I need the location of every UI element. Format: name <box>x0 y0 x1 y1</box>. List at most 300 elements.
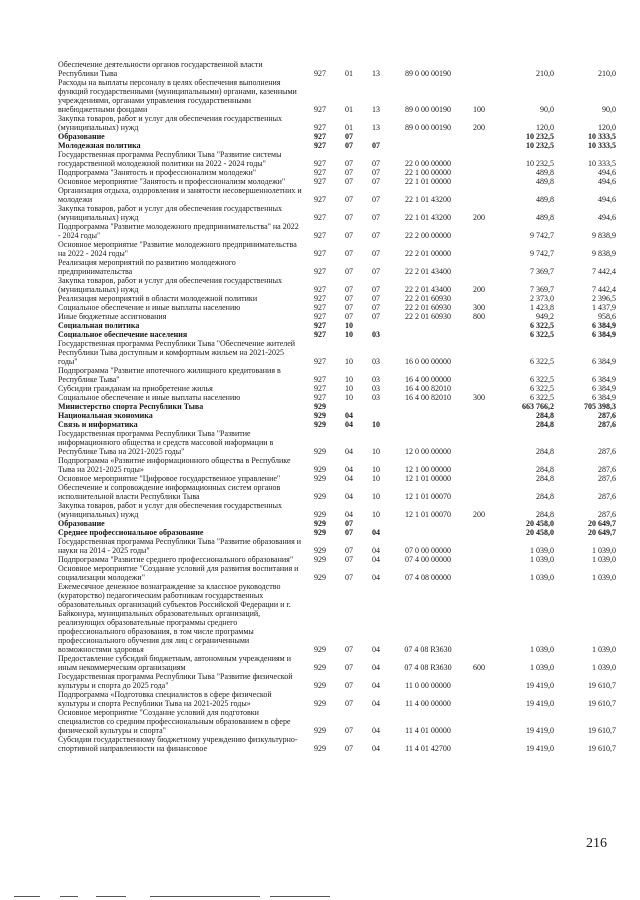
row-ved-code: 929 <box>314 573 326 582</box>
row-ved-code: 929 <box>314 411 326 420</box>
row-amount-2: 6 384,9 <box>592 321 616 330</box>
row-section-code: 04 <box>345 465 353 474</box>
row-amount-2: 494,6 <box>598 213 616 222</box>
row-amount-1: 20 458,0 <box>526 528 554 537</box>
row-amount-1: 90,0 <box>540 105 554 114</box>
row-subsection-code <box>361 411 391 420</box>
row-expense-type <box>465 564 493 582</box>
row-name: Обеспечение деятельности органов государственной власти Республики Тыва <box>58 60 263 78</box>
row-amount-2: 287,6 <box>598 411 616 420</box>
row-subsection-code: 10 <box>372 420 380 429</box>
row-section-code: 04 <box>345 492 353 501</box>
row-subsection-code: 07 <box>372 213 380 222</box>
row-target-article: 11 4 01 00000 <box>405 726 451 735</box>
row-ved-code: 929 <box>314 726 326 735</box>
row-target-article: 22 2 01 00000 <box>405 249 451 258</box>
row-section-code: 01 <box>345 105 353 114</box>
row-amount-1: 9 742,7 <box>530 231 554 240</box>
row-ved-code: 929 <box>314 492 326 501</box>
row-amount-1: 7 369,7 <box>530 267 554 276</box>
row-ved-code: 927 <box>314 168 326 177</box>
row-target-article <box>391 519 465 528</box>
row-ved-code: 929 <box>314 447 326 456</box>
row-subsection-code: 04 <box>372 546 380 555</box>
row-name: Закупка товаров, работ и услуг для обеспечения государственных (муниципальных) нужд <box>58 204 283 222</box>
row-expense-type <box>465 474 493 483</box>
row-amount-1: 10 232,5 <box>526 141 554 150</box>
row-name: Национальная экономика <box>58 411 153 420</box>
row-expense-type <box>465 339 493 366</box>
row-name: Государственная программа Республики Тыва "Развитие образования и науки на 2014 - 2025 годы" <box>58 537 302 555</box>
table-row <box>57 204 617 222</box>
table-row <box>57 321 617 330</box>
row-target-article: 22 1 01 43200 <box>405 195 451 204</box>
row-name: Социальная политика <box>58 321 140 330</box>
row-amount-2: 705 398,3 <box>584 402 616 411</box>
row-amount-1: 2 373,0 <box>530 294 554 303</box>
row-ved-code: 927 <box>314 105 326 114</box>
row-expense-type: 200 <box>473 510 485 519</box>
row-amount-2: 19 610,7 <box>588 744 616 753</box>
row-section-code: 07 <box>345 546 353 555</box>
row-section-code: 01 <box>345 123 353 132</box>
row-section-code: 10 <box>345 357 353 366</box>
table-row <box>57 501 617 519</box>
row-target-article: 22 2 01 43400 <box>405 285 451 294</box>
row-target-article: 22 2 01 43400 <box>405 267 451 276</box>
row-ved-code: 929 <box>314 402 326 411</box>
row-amount-1: 9 742,7 <box>530 249 554 258</box>
row-amount-2: 120,0 <box>598 123 616 132</box>
row-amount-2: 6 384,9 <box>592 384 616 393</box>
row-ved-code: 929 <box>314 645 326 654</box>
row-amount-2: 287,6 <box>598 447 616 456</box>
row-target-article <box>391 330 465 339</box>
row-target-article: 11 4 01 42700 <box>405 744 451 753</box>
row-subsection-code: 07 <box>372 195 380 204</box>
row-target-article: 07 4 08 R3630 <box>404 645 452 654</box>
row-expense-type <box>465 168 493 177</box>
row-subsection-code: 04 <box>372 528 380 537</box>
row-target-article: 22 1 01 00000 <box>405 177 451 186</box>
row-amount-1: 1 039,0 <box>530 546 554 555</box>
row-subsection-code: 10 <box>372 492 380 501</box>
row-subsection-code <box>361 321 391 330</box>
row-subsection-code: 13 <box>372 105 380 114</box>
row-target-article: 22 2 01 60930 <box>405 303 451 312</box>
row-name: Социальное обеспечение населения <box>58 330 188 339</box>
table-row <box>57 708 617 735</box>
row-name: Государственная программа Республики Тыва "Обеспечение жителей Республики Тыва доступным и комфортным жильем на 2021-2025 годы" <box>58 339 296 366</box>
row-expense-type <box>465 150 493 168</box>
row-ved-code: 929 <box>314 474 326 483</box>
row-expense-type <box>465 321 493 330</box>
row-target-article <box>391 411 465 420</box>
row-amount-2: 494,6 <box>598 168 616 177</box>
row-subsection-code: 10 <box>372 510 380 519</box>
row-amount-1: 489,8 <box>536 168 554 177</box>
row-section-code: 07 <box>345 285 353 294</box>
table-body <box>57 60 617 753</box>
row-target-article: 16 0 00 00000 <box>405 357 451 366</box>
row-subsection-code: 03 <box>372 375 380 384</box>
row-ved-code: 927 <box>314 357 326 366</box>
table-row <box>57 366 617 384</box>
row-amount-2: 6 384,9 <box>592 357 616 366</box>
row-expense-type <box>465 456 493 474</box>
row-subsection-code <box>361 132 391 141</box>
row-expense-type <box>465 177 493 186</box>
row-name: Основное мероприятие "Создание условий для развития воспитания и социализации молодежи" <box>58 564 299 582</box>
row-ved-code: 927 <box>314 213 326 222</box>
row-ved-code: 927 <box>314 69 326 78</box>
row-target-article <box>391 132 465 141</box>
row-section-code: 04 <box>345 510 353 519</box>
row-expense-type <box>465 330 493 339</box>
row-section-code: 07 <box>345 699 353 708</box>
row-section-code: 07 <box>345 231 353 240</box>
row-subsection-code: 07 <box>372 231 380 240</box>
row-amount-2: 1 039,0 <box>592 663 616 672</box>
row-ved-code: 929 <box>314 555 326 564</box>
row-ved-code: 927 <box>314 285 326 294</box>
row-subsection-code: 03 <box>372 384 380 393</box>
row-amount-2: 287,6 <box>598 474 616 483</box>
row-amount-2: 1 039,0 <box>592 573 616 582</box>
row-name: Образование <box>58 519 105 528</box>
row-subsection-code: 04 <box>372 555 380 564</box>
row-expense-type <box>465 240 493 258</box>
table-row <box>57 402 617 411</box>
row-expense-type <box>465 294 493 303</box>
row-expense-type <box>465 483 493 501</box>
scan-edge-artifact <box>0 893 640 900</box>
row-target-article: 12 0 00 00000 <box>405 447 451 456</box>
row-ved-code: 929 <box>314 519 326 528</box>
row-section-code: 07 <box>345 519 353 528</box>
row-section-code: 07 <box>345 726 353 735</box>
row-expense-type: 200 <box>473 285 485 294</box>
row-name: Подпрограмма «Развитие информационного общества в Республике Тыва на 2021-2025 годы» <box>58 456 291 474</box>
row-amount-2: 90,0 <box>602 105 616 114</box>
row-subsection-code: 03 <box>372 357 380 366</box>
row-name: Молодежная политика <box>58 141 141 150</box>
row-amount-2: 7 442,4 <box>592 285 616 294</box>
row-target-article: 07 4 08 R3630 <box>404 663 452 672</box>
row-target-article: 22 0 00 00000 <box>405 159 451 168</box>
row-name: Подпрограмма "Развитие ипотечного жилищного кредитования в Республике Тыва" <box>58 366 281 384</box>
row-name: Субсидии гражданам на приобретение жилья <box>58 384 213 393</box>
row-target-article: 22 2 01 60930 <box>405 312 451 321</box>
row-target-article <box>391 141 465 150</box>
row-section-code: 07 <box>345 195 353 204</box>
row-name: Образование <box>58 132 105 141</box>
row-section-code: 07 <box>345 303 353 312</box>
row-ved-code: 927 <box>314 141 326 150</box>
row-amount-2: 19 610,7 <box>588 681 616 690</box>
row-amount-2: 20 649,7 <box>588 528 616 537</box>
table-row <box>57 141 617 150</box>
row-name: Закупка товаров, работ и услуг для обеспечения государственных (муниципальных) нужд <box>58 276 283 294</box>
table-row <box>57 555 617 564</box>
row-amount-1: 489,8 <box>536 195 554 204</box>
row-ved-code: 929 <box>314 699 326 708</box>
row-amount-2: 6 384,9 <box>592 393 616 402</box>
row-subsection-code: 10 <box>372 474 380 483</box>
row-ved-code: 929 <box>314 420 326 429</box>
row-expense-type <box>465 537 493 555</box>
row-expense-type: 800 <box>473 312 485 321</box>
row-name: Подпрограмма "Развитие среднего профессионального образования" <box>58 555 294 564</box>
row-amount-2: 6 384,9 <box>592 330 616 339</box>
row-expense-type <box>465 402 493 411</box>
table-row <box>57 276 617 294</box>
row-ved-code: 927 <box>314 294 326 303</box>
row-section-code: 07 <box>345 177 353 186</box>
table-row <box>57 258 617 276</box>
row-ved-code: 929 <box>314 663 326 672</box>
table-row <box>57 303 617 312</box>
row-section-code: 10 <box>345 375 353 384</box>
row-ved-code: 927 <box>314 267 326 276</box>
row-section-code: 10 <box>345 384 353 393</box>
table-row <box>57 150 617 168</box>
row-subsection-code: 07 <box>372 312 380 321</box>
row-section-code: 04 <box>345 411 353 420</box>
row-expense-type <box>465 519 493 528</box>
row-subsection-code: 04 <box>372 645 380 654</box>
row-target-article: 22 1 00 00000 <box>405 168 451 177</box>
row-name: Министерство спорта Республики Тыва <box>58 402 204 411</box>
row-name: Социальное обеспечение и иные выплаты населению <box>58 393 241 402</box>
row-amount-1: 284,8 <box>536 492 554 501</box>
row-target-article: 11 0 00 00000 <box>405 681 451 690</box>
table-row <box>57 222 617 240</box>
row-name: Расходы на выплаты персоналу в целях обеспечения выполнения функций государственными (муниципальными) органами, казенными учреждениями, органами управления государственными внебюджетными фондами <box>58 78 297 114</box>
row-name: Основное мероприятие "Создание условий для подготовки специалистов со средним профессиональным образованием в сфере физической культуры и спорта" <box>58 708 291 735</box>
table-row <box>57 411 617 420</box>
row-name: Основное мероприятие "Занятость и профессионализм молодежи" <box>58 177 286 186</box>
row-amount-1: 20 458,0 <box>526 519 554 528</box>
row-target-article: 07 4 08 00000 <box>405 573 451 582</box>
row-amount-1: 210,0 <box>536 69 554 78</box>
row-name: Основное мероприятие "Развитие молодежного предпринимательства на 2022 - 2024 годы" <box>58 240 297 258</box>
row-subsection-code <box>361 519 391 528</box>
row-target-article: 89 0 00 00190 <box>405 69 451 78</box>
row-name: Иные бюджетные ассигнования <box>58 312 167 321</box>
row-ved-code: 927 <box>314 303 326 312</box>
row-ved-code: 927 <box>314 159 326 168</box>
row-amount-2: 1 039,0 <box>592 645 616 654</box>
row-subsection-code: 04 <box>372 663 380 672</box>
row-amount-2: 9 838,9 <box>592 231 616 240</box>
row-amount-1: 19 419,0 <box>526 744 554 753</box>
row-section-code <box>337 402 361 411</box>
table-row <box>57 528 617 537</box>
table-row <box>57 483 617 501</box>
row-section-code: 07 <box>345 168 353 177</box>
table-row <box>57 177 617 186</box>
row-amount-1: 7 369,7 <box>530 285 554 294</box>
table-row <box>57 312 617 321</box>
row-amount-1: 949,2 <box>536 312 554 321</box>
row-amount-2: 19 610,7 <box>588 699 616 708</box>
row-subsection-code: 07 <box>372 303 380 312</box>
table-row <box>57 114 617 132</box>
row-target-article: 89 0 00 00190 <box>405 105 451 114</box>
row-section-code: 07 <box>345 555 353 564</box>
row-subsection-code: 04 <box>372 573 380 582</box>
table-row <box>57 294 617 303</box>
row-amount-2: 2 396,5 <box>592 294 616 303</box>
row-amount-2: 287,6 <box>598 510 616 519</box>
row-section-code: 01 <box>345 69 353 78</box>
row-section-code: 07 <box>345 663 353 672</box>
row-section-code: 07 <box>345 681 353 690</box>
row-amount-1: 284,8 <box>536 420 554 429</box>
row-name: Социальное обеспечение и иные выплаты населению <box>58 303 241 312</box>
row-section-code: 04 <box>345 447 353 456</box>
table-row <box>57 429 617 456</box>
row-amount-1: 120,0 <box>536 123 554 132</box>
row-expense-type <box>465 690 493 708</box>
row-amount-1: 6 322,5 <box>530 393 554 402</box>
row-amount-1: 6 322,5 <box>530 321 554 330</box>
row-section-code: 07 <box>345 159 353 168</box>
row-amount-1: 6 322,5 <box>530 357 554 366</box>
row-name: Реализация мероприятий по развитию молодежного предпринимательства <box>58 258 236 276</box>
row-target-article <box>391 402 465 411</box>
row-ved-code: 927 <box>314 393 326 402</box>
row-amount-2: 287,6 <box>598 492 616 501</box>
row-subsection-code: 04 <box>372 726 380 735</box>
row-expense-type <box>465 708 493 735</box>
row-expense-type <box>465 366 493 384</box>
row-target-article: 12 1 01 00000 <box>405 474 451 483</box>
row-subsection-code <box>361 402 391 411</box>
row-subsection-code: 07 <box>372 249 380 258</box>
row-ved-code: 927 <box>314 132 326 141</box>
row-expense-type <box>465 528 493 537</box>
row-section-code: 07 <box>345 141 353 150</box>
row-subsection-code: 04 <box>372 681 380 690</box>
row-amount-2: 210,0 <box>598 69 616 78</box>
budget-table <box>57 60 617 753</box>
row-name: Государственная программа Республики Тыва "Развитие системы государственной молодежной политики на 2022 - 2024 годы" <box>58 150 282 168</box>
row-subsection-code: 07 <box>372 285 380 294</box>
row-amount-1: 663 766,2 <box>522 402 554 411</box>
row-amount-2: 10 333,5 <box>588 159 616 168</box>
row-amount-2: 494,6 <box>598 195 616 204</box>
row-amount-1: 10 232,5 <box>526 132 554 141</box>
row-subsection-code: 03 <box>372 330 380 339</box>
row-target-article: 07 4 00 00000 <box>405 555 451 564</box>
row-ved-code: 929 <box>314 681 326 690</box>
table-row <box>57 564 617 582</box>
table-row <box>57 519 617 528</box>
table-row <box>57 456 617 474</box>
table-row <box>57 168 617 177</box>
row-amount-1: 284,8 <box>536 510 554 519</box>
row-section-code: 10 <box>345 330 353 339</box>
row-expense-type <box>465 555 493 564</box>
row-ved-code: 927 <box>314 375 326 384</box>
row-expense-type <box>465 411 493 420</box>
row-amount-2: 1 039,0 <box>592 546 616 555</box>
row-section-code: 07 <box>345 294 353 303</box>
row-amount-1: 6 322,5 <box>530 330 554 339</box>
row-subsection-code: 07 <box>372 141 380 150</box>
row-name: Государственная программа Республики Тыва "Развитие информационного общества и средств массовой информации в Республике Тыва на 2021-2025 годы" <box>58 429 274 456</box>
row-target-article <box>391 321 465 330</box>
row-section-code: 07 <box>345 645 353 654</box>
row-subsection-code: 07 <box>372 177 380 186</box>
row-subsection-code: 13 <box>372 123 380 132</box>
table-row <box>57 384 617 393</box>
row-amount-1: 19 419,0 <box>526 681 554 690</box>
row-ved-code: 927 <box>314 231 326 240</box>
row-amount-1: 284,8 <box>536 465 554 474</box>
table-row <box>57 339 617 366</box>
row-target-article <box>391 528 465 537</box>
row-subsection-code: 10 <box>372 447 380 456</box>
row-amount-1: 1 039,0 <box>530 573 554 582</box>
row-target-article: 22 2 01 60930 <box>405 294 451 303</box>
row-amount-1: 284,8 <box>536 447 554 456</box>
row-expense-type <box>465 429 493 456</box>
row-amount-2: 7 442,4 <box>592 267 616 276</box>
row-section-code: 10 <box>345 321 353 330</box>
row-subsection-code: 07 <box>372 168 380 177</box>
row-ved-code: 927 <box>314 330 326 339</box>
row-expense-type <box>465 672 493 690</box>
row-target-article: 89 0 00 00190 <box>405 123 451 132</box>
row-subsection-code: 03 <box>372 393 380 402</box>
row-amount-1: 489,8 <box>536 213 554 222</box>
row-section-code: 07 <box>345 312 353 321</box>
row-name: Субсидии государственному бюджетному учреждению физкультурно-спортивной направленности на финансовое <box>58 735 298 753</box>
row-expense-type: 300 <box>473 393 485 402</box>
table-row <box>57 240 617 258</box>
row-amount-2: 1 437,9 <box>592 303 616 312</box>
row-amount-2: 10 333,5 <box>588 132 616 141</box>
row-target-article: 12 1 01 00070 <box>405 510 451 519</box>
row-ved-code: 927 <box>314 384 326 393</box>
row-expense-type <box>465 384 493 393</box>
row-name: Организация отдыха, оздоровления и занятости несовершеннолетних и молодежи <box>58 186 302 204</box>
table-row <box>57 393 617 402</box>
row-section-code: 07 <box>345 132 353 141</box>
row-section-code: 07 <box>345 744 353 753</box>
row-amount-2: 287,6 <box>598 465 616 474</box>
row-ved-code: 929 <box>314 744 326 753</box>
row-amount-1: 19 419,0 <box>526 726 554 735</box>
table-row <box>57 420 617 429</box>
row-amount-2: 1 039,0 <box>592 555 616 564</box>
row-expense-type <box>465 582 493 654</box>
row-amount-1: 284,8 <box>536 411 554 420</box>
table-row <box>57 654 617 672</box>
row-expense-type: 300 <box>473 303 485 312</box>
table-row <box>57 186 617 204</box>
table-row <box>57 60 617 78</box>
row-name: Закупка товаров, работ и услуг для обеспечения государственных (муниципальных) нужд <box>58 114 283 132</box>
row-expense-type: 200 <box>473 123 485 132</box>
table-row <box>57 78 617 114</box>
row-subsection-code: 04 <box>372 699 380 708</box>
row-ved-code: 929 <box>314 465 326 474</box>
row-subsection-code: 07 <box>372 159 380 168</box>
